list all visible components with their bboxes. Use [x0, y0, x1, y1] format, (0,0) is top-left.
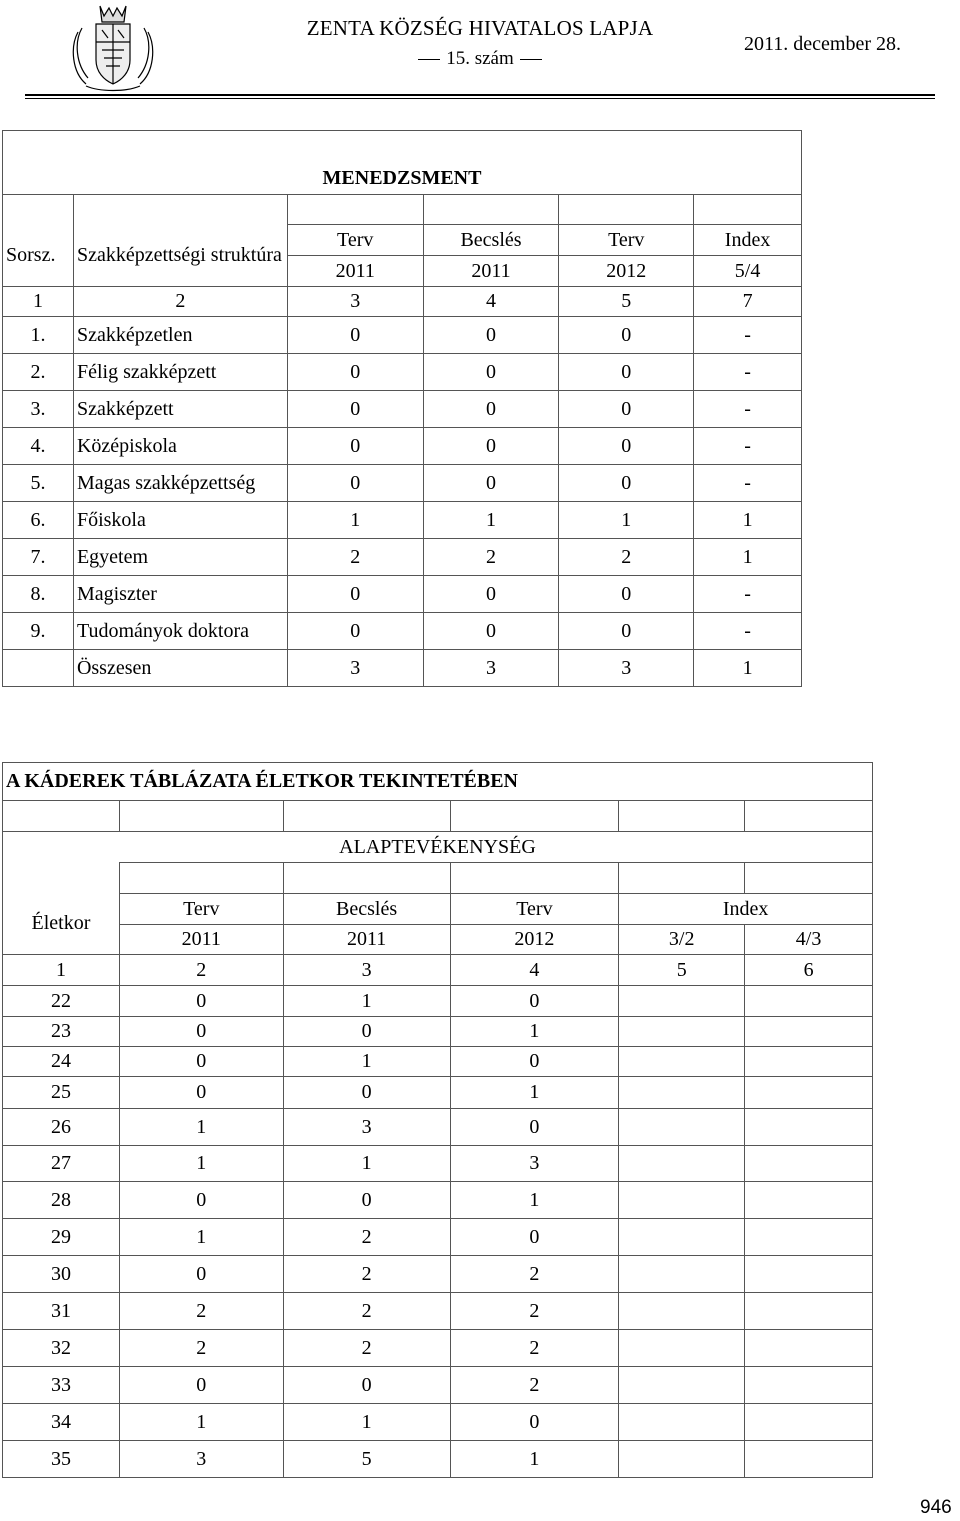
- column-number: 5: [619, 955, 745, 986]
- table-cell: -: [694, 391, 802, 428]
- table-cell: [619, 1182, 745, 1219]
- table-cell: 0: [287, 428, 423, 465]
- table-cell: 0: [450, 1047, 619, 1077]
- table-cell: 3: [287, 650, 423, 687]
- table-cell: Magas szakképzettség: [73, 465, 287, 502]
- column-header: Terv: [287, 225, 423, 256]
- table-row: [3, 354, 802, 391]
- table-cell: 0: [119, 1077, 283, 1109]
- table-cell: 1: [694, 502, 802, 539]
- table-cell: 0: [283, 1182, 450, 1219]
- table-row: [3, 502, 802, 539]
- table-cell: 0: [559, 317, 694, 354]
- table-cell: 2: [283, 1293, 450, 1330]
- table-cell: 0: [559, 391, 694, 428]
- table-cell: 4.: [3, 428, 74, 465]
- column-year: 2011: [119, 925, 283, 955]
- table-cell: 0: [423, 317, 559, 354]
- table-cell: 0: [287, 391, 423, 428]
- table-cell: 0: [450, 1109, 619, 1146]
- table-title-row: [3, 763, 873, 801]
- management-table: [2, 130, 802, 687]
- table-cell: 2: [559, 539, 694, 576]
- table-cell: [619, 1047, 745, 1077]
- column-year: 2012: [450, 925, 619, 955]
- table-cell: 2: [283, 1330, 450, 1367]
- table-cell: 0: [287, 354, 423, 391]
- table-cell: 3.: [3, 391, 74, 428]
- table-cell: Szakképzett: [73, 391, 287, 428]
- table-subtitle: ALAPTEVÉKENYSÉG: [3, 832, 873, 863]
- page-header: [0, 0, 960, 100]
- table-cell: 0: [119, 1182, 283, 1219]
- table-row: [3, 576, 802, 613]
- table-row: [3, 1256, 873, 1293]
- page-number: 946: [920, 1497, 952, 1518]
- table-cell: 0: [119, 986, 283, 1017]
- table-cell: 0: [450, 1219, 619, 1256]
- table-row: [3, 317, 802, 354]
- table-cell: [619, 1256, 745, 1293]
- table-row: [3, 465, 802, 502]
- table-cell: 0: [119, 1017, 283, 1047]
- column-year: 3/2: [619, 925, 745, 955]
- table-cell: 23: [3, 1017, 120, 1047]
- age-table: [2, 762, 873, 1478]
- table-cell: 0: [283, 1077, 450, 1109]
- table-cell: 0: [450, 986, 619, 1017]
- table-row: [3, 1182, 873, 1219]
- table-row: [3, 1146, 873, 1182]
- column-number: 3: [287, 287, 423, 317]
- table-cell: 0: [287, 576, 423, 613]
- table-cell: 1: [283, 1146, 450, 1182]
- table-cell: 1: [283, 1404, 450, 1441]
- table-cell: Középiskola: [73, 428, 287, 465]
- column-number: 4: [450, 955, 619, 986]
- column-year: 5/4: [694, 256, 802, 287]
- table-row: [3, 613, 802, 650]
- table-cell: 2: [450, 1256, 619, 1293]
- column-header-sorsz: Sorsz.: [3, 225, 74, 287]
- table-cell: 0: [119, 1256, 283, 1293]
- column-year: 2011: [287, 256, 423, 287]
- column-number: 2: [73, 287, 287, 317]
- management-table-body: [3, 317, 802, 687]
- table-cell: 0: [287, 465, 423, 502]
- column-header: Index: [619, 894, 873, 925]
- table-cell: 2: [423, 539, 559, 576]
- table-row: [3, 131, 802, 163]
- table-cell: 1: [119, 1109, 283, 1146]
- table-cell: 0: [423, 354, 559, 391]
- table-row: [3, 1219, 873, 1256]
- header-rule: [25, 94, 935, 96]
- table-cell: 1: [559, 502, 694, 539]
- column-year: 2011: [423, 256, 559, 287]
- header-row: [3, 225, 802, 256]
- table-cell: [619, 1330, 745, 1367]
- table-cell: 0: [287, 613, 423, 650]
- table-cell: 0: [559, 354, 694, 391]
- table-cell: [745, 986, 873, 1017]
- table-cell: 1: [694, 650, 802, 687]
- table-cell: 26: [3, 1109, 120, 1146]
- table-cell: [619, 1293, 745, 1330]
- table-cell: [745, 1017, 873, 1047]
- table-cell: -: [694, 576, 802, 613]
- table-cell: 1: [119, 1219, 283, 1256]
- column-header: Terv: [119, 894, 283, 925]
- column-header: Terv: [450, 894, 619, 925]
- table-cell: 2: [287, 539, 423, 576]
- table-row: [3, 1330, 873, 1367]
- table-cell: 0: [423, 613, 559, 650]
- table-cell: 2: [283, 1256, 450, 1293]
- table-cell: 29: [3, 1219, 120, 1256]
- table-cell: [745, 1219, 873, 1256]
- table-title: MENEDZSMENT: [3, 163, 802, 195]
- table-row: [3, 1293, 873, 1330]
- table-cell: 1: [119, 1404, 283, 1441]
- table-cell: 32: [3, 1330, 120, 1367]
- table-row: [3, 428, 802, 465]
- table-cell: [619, 1404, 745, 1441]
- table-cell: 1: [450, 1017, 619, 1047]
- publication-title: ZENTA KÖZSÉG HIVATALOS LAPJA: [306, 16, 654, 40]
- table-cell: [745, 1047, 873, 1077]
- issue-number: [400, 48, 560, 70]
- table-row: [3, 1404, 873, 1441]
- table-cell: 2: [450, 1367, 619, 1404]
- table-cell: 0: [119, 1367, 283, 1404]
- table-cell: 0: [119, 1047, 283, 1077]
- table-cell: [619, 1077, 745, 1109]
- table-cell: 3: [119, 1441, 283, 1478]
- numbering-row: [3, 287, 802, 317]
- table-cell: [745, 1182, 873, 1219]
- table-cell: Félig szakképzett: [73, 354, 287, 391]
- table-cell: [619, 1146, 745, 1182]
- table-cell: 28: [3, 1182, 120, 1219]
- table-cell: 0: [450, 1404, 619, 1441]
- table-cell: [619, 1219, 745, 1256]
- table-cell: 0: [287, 317, 423, 354]
- table-cell: Összesen: [73, 650, 287, 687]
- table-cell: 1: [423, 502, 559, 539]
- column-number: 3: [283, 955, 450, 986]
- column-header: Terv: [559, 225, 694, 256]
- table-row: [3, 1077, 873, 1109]
- table-cell: 0: [423, 428, 559, 465]
- table-cell: 1: [694, 539, 802, 576]
- table-cell: 2: [119, 1330, 283, 1367]
- column-number: 5: [559, 287, 694, 317]
- numbering-row: [3, 955, 873, 986]
- table-title-row: [3, 163, 802, 195]
- table-cell: [619, 1367, 745, 1404]
- table-cell: [619, 1017, 745, 1047]
- table-row: [3, 1017, 873, 1047]
- table-cell: 8.: [3, 576, 74, 613]
- table-cell: [619, 1109, 745, 1146]
- table-cell: 0: [559, 613, 694, 650]
- table-row: [3, 801, 873, 832]
- table-cell: [745, 1330, 873, 1367]
- table-cell: 0: [559, 576, 694, 613]
- age-table-body: [3, 986, 873, 1478]
- table-cell: 2: [450, 1330, 619, 1367]
- table-cell: 3: [450, 1146, 619, 1182]
- table-cell: 5: [283, 1441, 450, 1478]
- table-cell: 2: [119, 1293, 283, 1330]
- table-cell: 33: [3, 1367, 120, 1404]
- column-number: 1: [3, 287, 74, 317]
- column-header: Becslés: [423, 225, 559, 256]
- table-cell: 0: [423, 576, 559, 613]
- table-cell: Szakképzetlen: [73, 317, 287, 354]
- table-cell: 2: [450, 1293, 619, 1330]
- table-cell: Egyetem: [73, 539, 287, 576]
- table-cell: [745, 1077, 873, 1109]
- table-cell: 2.: [3, 354, 74, 391]
- table-cell: -: [694, 613, 802, 650]
- column-year: 2011: [283, 925, 450, 955]
- table-cell: 1: [450, 1182, 619, 1219]
- table-cell: [745, 1404, 873, 1441]
- table-cell: 2: [283, 1219, 450, 1256]
- table-cell: -: [694, 465, 802, 502]
- header-row: [3, 925, 873, 955]
- table-cell: -: [694, 428, 802, 465]
- table-cell: 27: [3, 1146, 120, 1182]
- table-cell: [745, 1146, 873, 1182]
- table-cell: 0: [559, 428, 694, 465]
- table-title: A KÁDEREK TÁBLÁZATA ÉLETKOR TEKINTETÉBEN: [3, 763, 873, 801]
- table-cell: 24: [3, 1047, 120, 1077]
- column-number: 6: [745, 955, 873, 986]
- table-cell: [3, 650, 74, 687]
- table-cell: [745, 1441, 873, 1478]
- table-cell: 34: [3, 1404, 120, 1441]
- table-cell: 6.: [3, 502, 74, 539]
- table-cell: 0: [559, 465, 694, 502]
- table-cell: Magiszter: [73, 576, 287, 613]
- table-cell: 1: [283, 1047, 450, 1077]
- table-cell: 1: [119, 1146, 283, 1182]
- table-cell: -: [694, 317, 802, 354]
- table-cell: 7.: [3, 539, 74, 576]
- coat-of-arms-icon: [66, 2, 160, 92]
- table-cell: [745, 1293, 873, 1330]
- table-cell: 3: [559, 650, 694, 687]
- table-row: [3, 391, 802, 428]
- table-row: [3, 1367, 873, 1404]
- table-cell: 25: [3, 1077, 120, 1109]
- table-row: [3, 1441, 873, 1478]
- column-header-structure: Szakképzettségi struktúra: [73, 225, 287, 287]
- table-row: [3, 1047, 873, 1077]
- table-cell: 5.: [3, 465, 74, 502]
- table-cell: [745, 1256, 873, 1293]
- issue-label: 15. szám: [446, 48, 514, 69]
- header-row: [3, 894, 873, 925]
- publication-date: 2011. december 28.: [744, 33, 901, 55]
- column-header: Index: [694, 225, 802, 256]
- table-cell: 30: [3, 1256, 120, 1293]
- column-number: 1: [3, 955, 120, 986]
- table-cell: Tudományok doktora: [73, 613, 287, 650]
- column-number: 2: [119, 955, 283, 986]
- column-year: 2012: [559, 256, 694, 287]
- table-cell: 1: [287, 502, 423, 539]
- table-cell: 0: [423, 391, 559, 428]
- column-number: 7: [694, 287, 802, 317]
- table-cell: [619, 1441, 745, 1478]
- table-cell: Főiskola: [73, 502, 287, 539]
- table-cell: 31: [3, 1293, 120, 1330]
- table-cell: 3: [283, 1109, 450, 1146]
- table-cell: 22: [3, 986, 120, 1017]
- column-year: 4/3: [745, 925, 873, 955]
- column-header-age: Életkor: [3, 894, 120, 955]
- table-cell: 9.: [3, 613, 74, 650]
- table-cell: [745, 1367, 873, 1404]
- table-subtitle-row: [3, 832, 873, 863]
- column-number: 4: [423, 287, 559, 317]
- table-row: [3, 195, 802, 225]
- table-cell: 1: [450, 1441, 619, 1478]
- table-cell: 35: [3, 1441, 120, 1478]
- table-cell: 3: [423, 650, 559, 687]
- table-cell: 0: [283, 1367, 450, 1404]
- table-cell: 1: [450, 1077, 619, 1109]
- column-header: Becslés: [283, 894, 450, 925]
- table-cell: [745, 1109, 873, 1146]
- table-cell: 1: [283, 986, 450, 1017]
- table-cell: 1.: [3, 317, 74, 354]
- table-cell: 0: [283, 1017, 450, 1047]
- table-cell: 0: [423, 465, 559, 502]
- table-row: [3, 650, 802, 687]
- header-rule-thin: [25, 98, 935, 99]
- table-row: [3, 863, 873, 894]
- table-cell: -: [694, 354, 802, 391]
- table-row: [3, 986, 873, 1017]
- table-cell: [619, 986, 745, 1017]
- table-row: [3, 539, 802, 576]
- table-row: [3, 1109, 873, 1146]
